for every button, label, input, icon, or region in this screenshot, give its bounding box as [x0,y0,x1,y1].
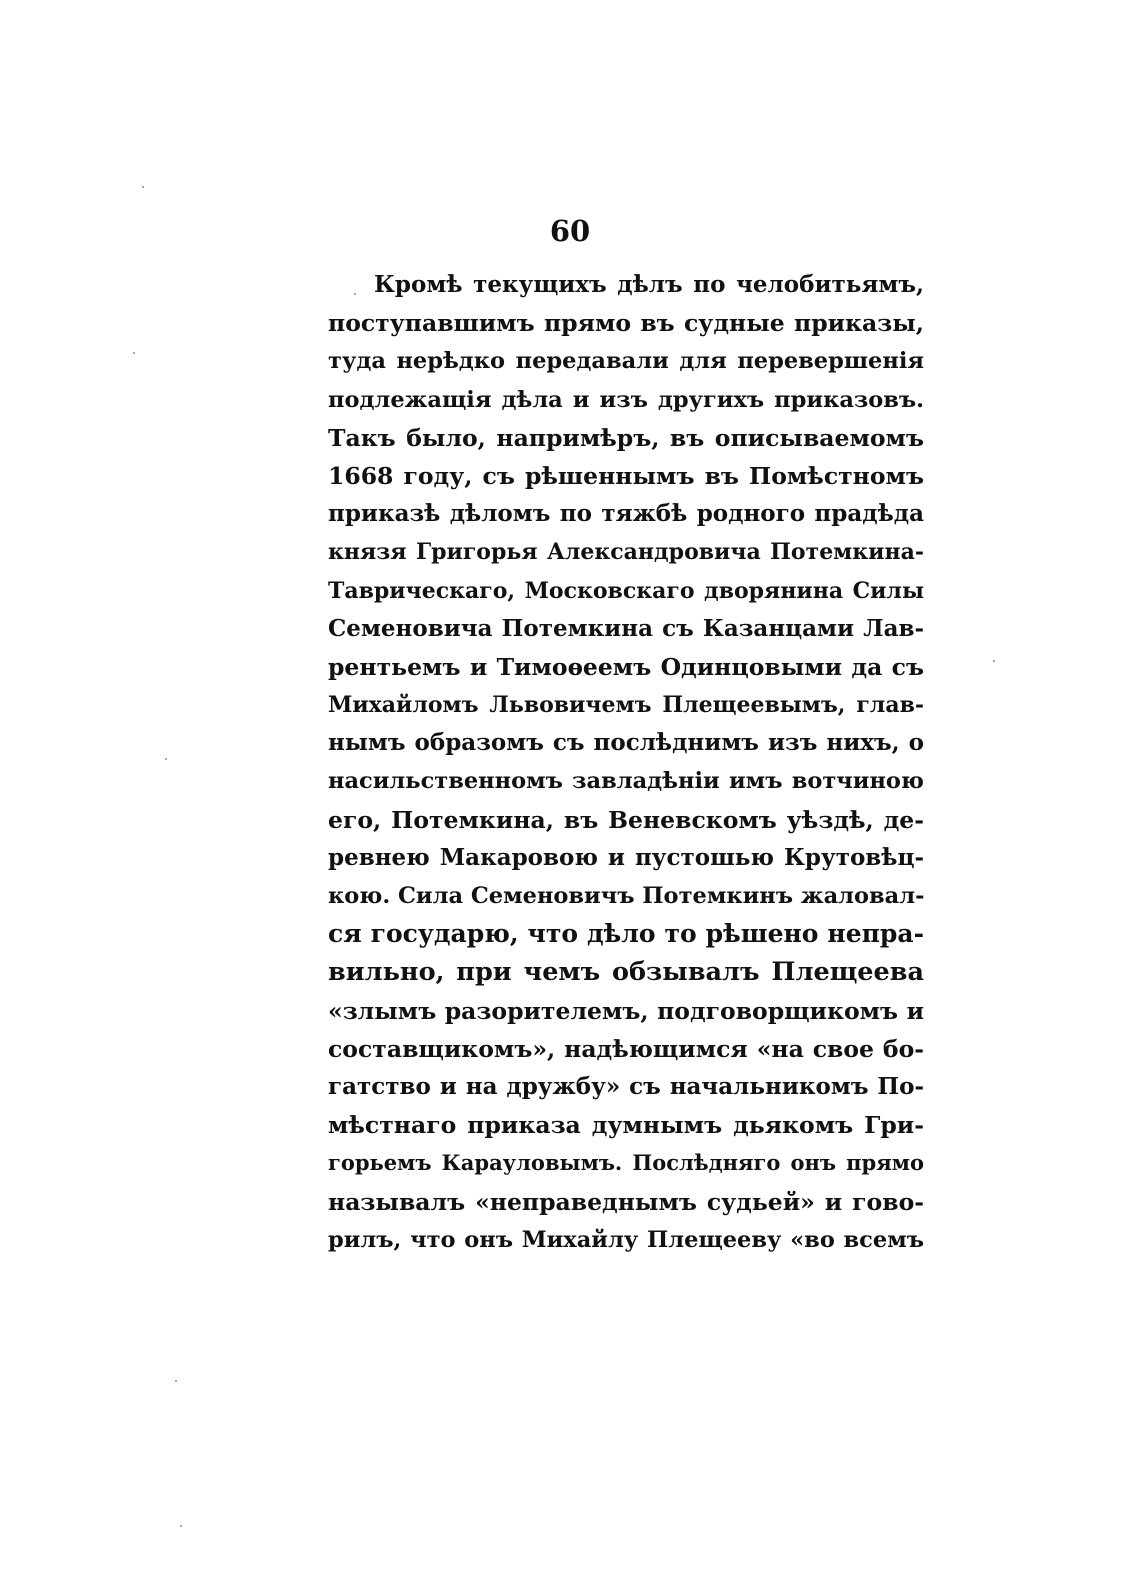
text-line: Семеновича Потемкина съ Казанцами Лав- [328,614,924,642]
text-line: Кромѣ текущихъ дѣлъ по челобитьямъ, [374,271,924,298]
scan-speck [165,758,167,760]
text-line: называлъ «неправеднымъ судьей» и гово- [328,1187,924,1216]
text-line: поступавшимъ прямо въ судные приказы, [328,309,924,338]
scan-speck [133,352,135,354]
scan-speck [180,1525,182,1527]
text-line: нымъ образомъ съ послѣднимъ изъ нихъ, о [328,729,924,757]
scan-speck [993,660,995,662]
text-line: рилъ, что онъ Михайлу Плещееву «во всемъ [328,1226,924,1253]
text-line: рентьемъ и Тимоѳеемъ Одинцовыми да съ [328,652,924,681]
text-line: кою. Сила Семеновичъ Потемкинъ жаловал- [328,883,925,909]
text-line: ревнею Макаровою и пустошью Крутовѣц- [328,843,924,871]
text-line: туда нерѣдко передавали для перевершенія [328,348,924,375]
text-line: мѣстнаго приказа думнымъ дьякомъ Гри- [328,1111,924,1140]
text-line: горьемъ Карауловымъ. Послѣдняго онъ прямо [328,1150,924,1176]
text-line: Такъ было, напримѣръ, въ описываемомъ [328,423,924,452]
text-line: насильственномъ завладѣніи имъ вотчиною [328,768,924,795]
text-line: Михайломъ Львовичемъ Плещеевымъ, глав- [328,692,924,719]
text-line: подлежащія дѣла и изъ другихъ приказовъ. [328,386,924,413]
text-line: ся государю, что дѣло то рѣшено непра- [328,919,924,949]
text-line: его, Потемкина, въ Веневскомъ уѣздѣ, де- [328,805,924,834]
scan-speck [354,293,356,295]
text-line: князя Григорья Александровича Потемкина- [328,539,924,566]
text-line: составщикомъ», надѣющимся «на свое бо- [328,1034,924,1063]
body-text [328,266,924,1259]
scan-speck [142,186,144,188]
text-line: 1668 году, съ рѣшеннымъ въ Помѣстномъ [328,461,924,490]
text-line: гатство и на дружбу» съ начальникомъ По- [328,1072,924,1100]
text-line: «злымъ разорителемъ, подговорщикомъ и [328,996,924,1025]
text-line: вильно, при чемъ обзывалъ Плещеева [328,957,924,988]
page-number: 60 [549,214,591,248]
text-line: приказѣ дѣломъ по тяжбѣ родного прадѣда [328,500,924,528]
scan-speck [175,1380,177,1382]
text-line: Таврическаго, Московскаго дворянина Силы [328,577,924,604]
